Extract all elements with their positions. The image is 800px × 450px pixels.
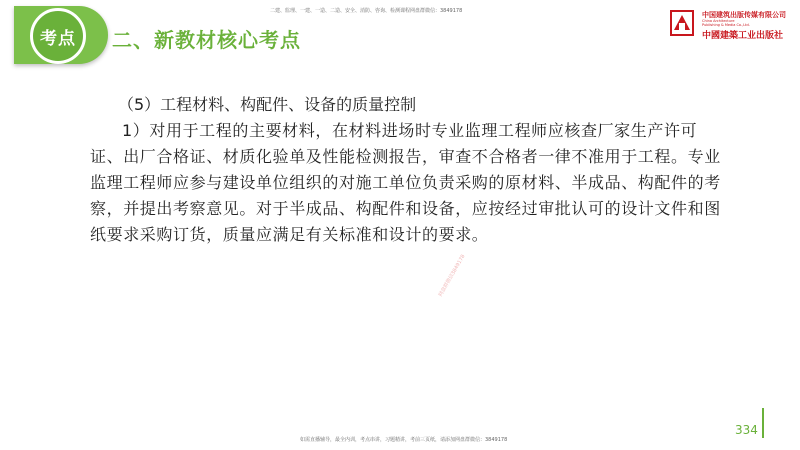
topic-badge-label: 考点 — [30, 8, 86, 64]
watermark-stamp: 网盘群微信3849178 — [437, 253, 467, 298]
section-title: 二、新教材核心考点 — [112, 28, 301, 52]
topic-badge — [14, 6, 108, 64]
publisher-emblem-icon — [670, 10, 694, 36]
content-paragraph: 1）对用于工程的主要材料，在材料进场时专业监理工程师应核查厂家生产许可证、出厂合格证、材质化验单及性能检测报告，审查不合格者一律不准用于工程。专业监理工程师应参与建设单位组织的对施工单位负责采购的原材料、半成品、构配件的考察，并提出考察意见。对于半成品、构配件和设备，应按经过审批认可的设计文件和图纸要求采购订货，质量应满足有关标准和设计的要求。 — [90, 121, 721, 244]
bottom-watermark-note: 如需直播辅导，最全内训，考点串讲，习题精讲，考前三页纸，请添加网盘群微信：3849178 — [300, 437, 508, 443]
slide-content — [90, 92, 730, 248]
publisher-name-en — [702, 19, 750, 27]
page-number: 334 — [735, 423, 758, 437]
publisher-name-en-line1: China Architecture — [702, 19, 735, 23]
top-watermark-note: 二建、监理、一建、一造、二造、安全、消防、咨询、检测课程网盘群微信：3849178 — [270, 8, 463, 14]
content-subheading: （5）工程材料、构配件、设备的质量控制 — [118, 95, 417, 114]
publisher-logo — [670, 10, 794, 40]
publisher-name-en-line2: Publishing & Media Co.,Ltd. — [702, 23, 750, 27]
page-number-divider — [762, 408, 764, 438]
publisher-name-script: 中國建築工业出版社 — [702, 31, 784, 41]
publisher-name-cn: 中国建筑出版传媒有限公司 — [702, 11, 786, 19]
